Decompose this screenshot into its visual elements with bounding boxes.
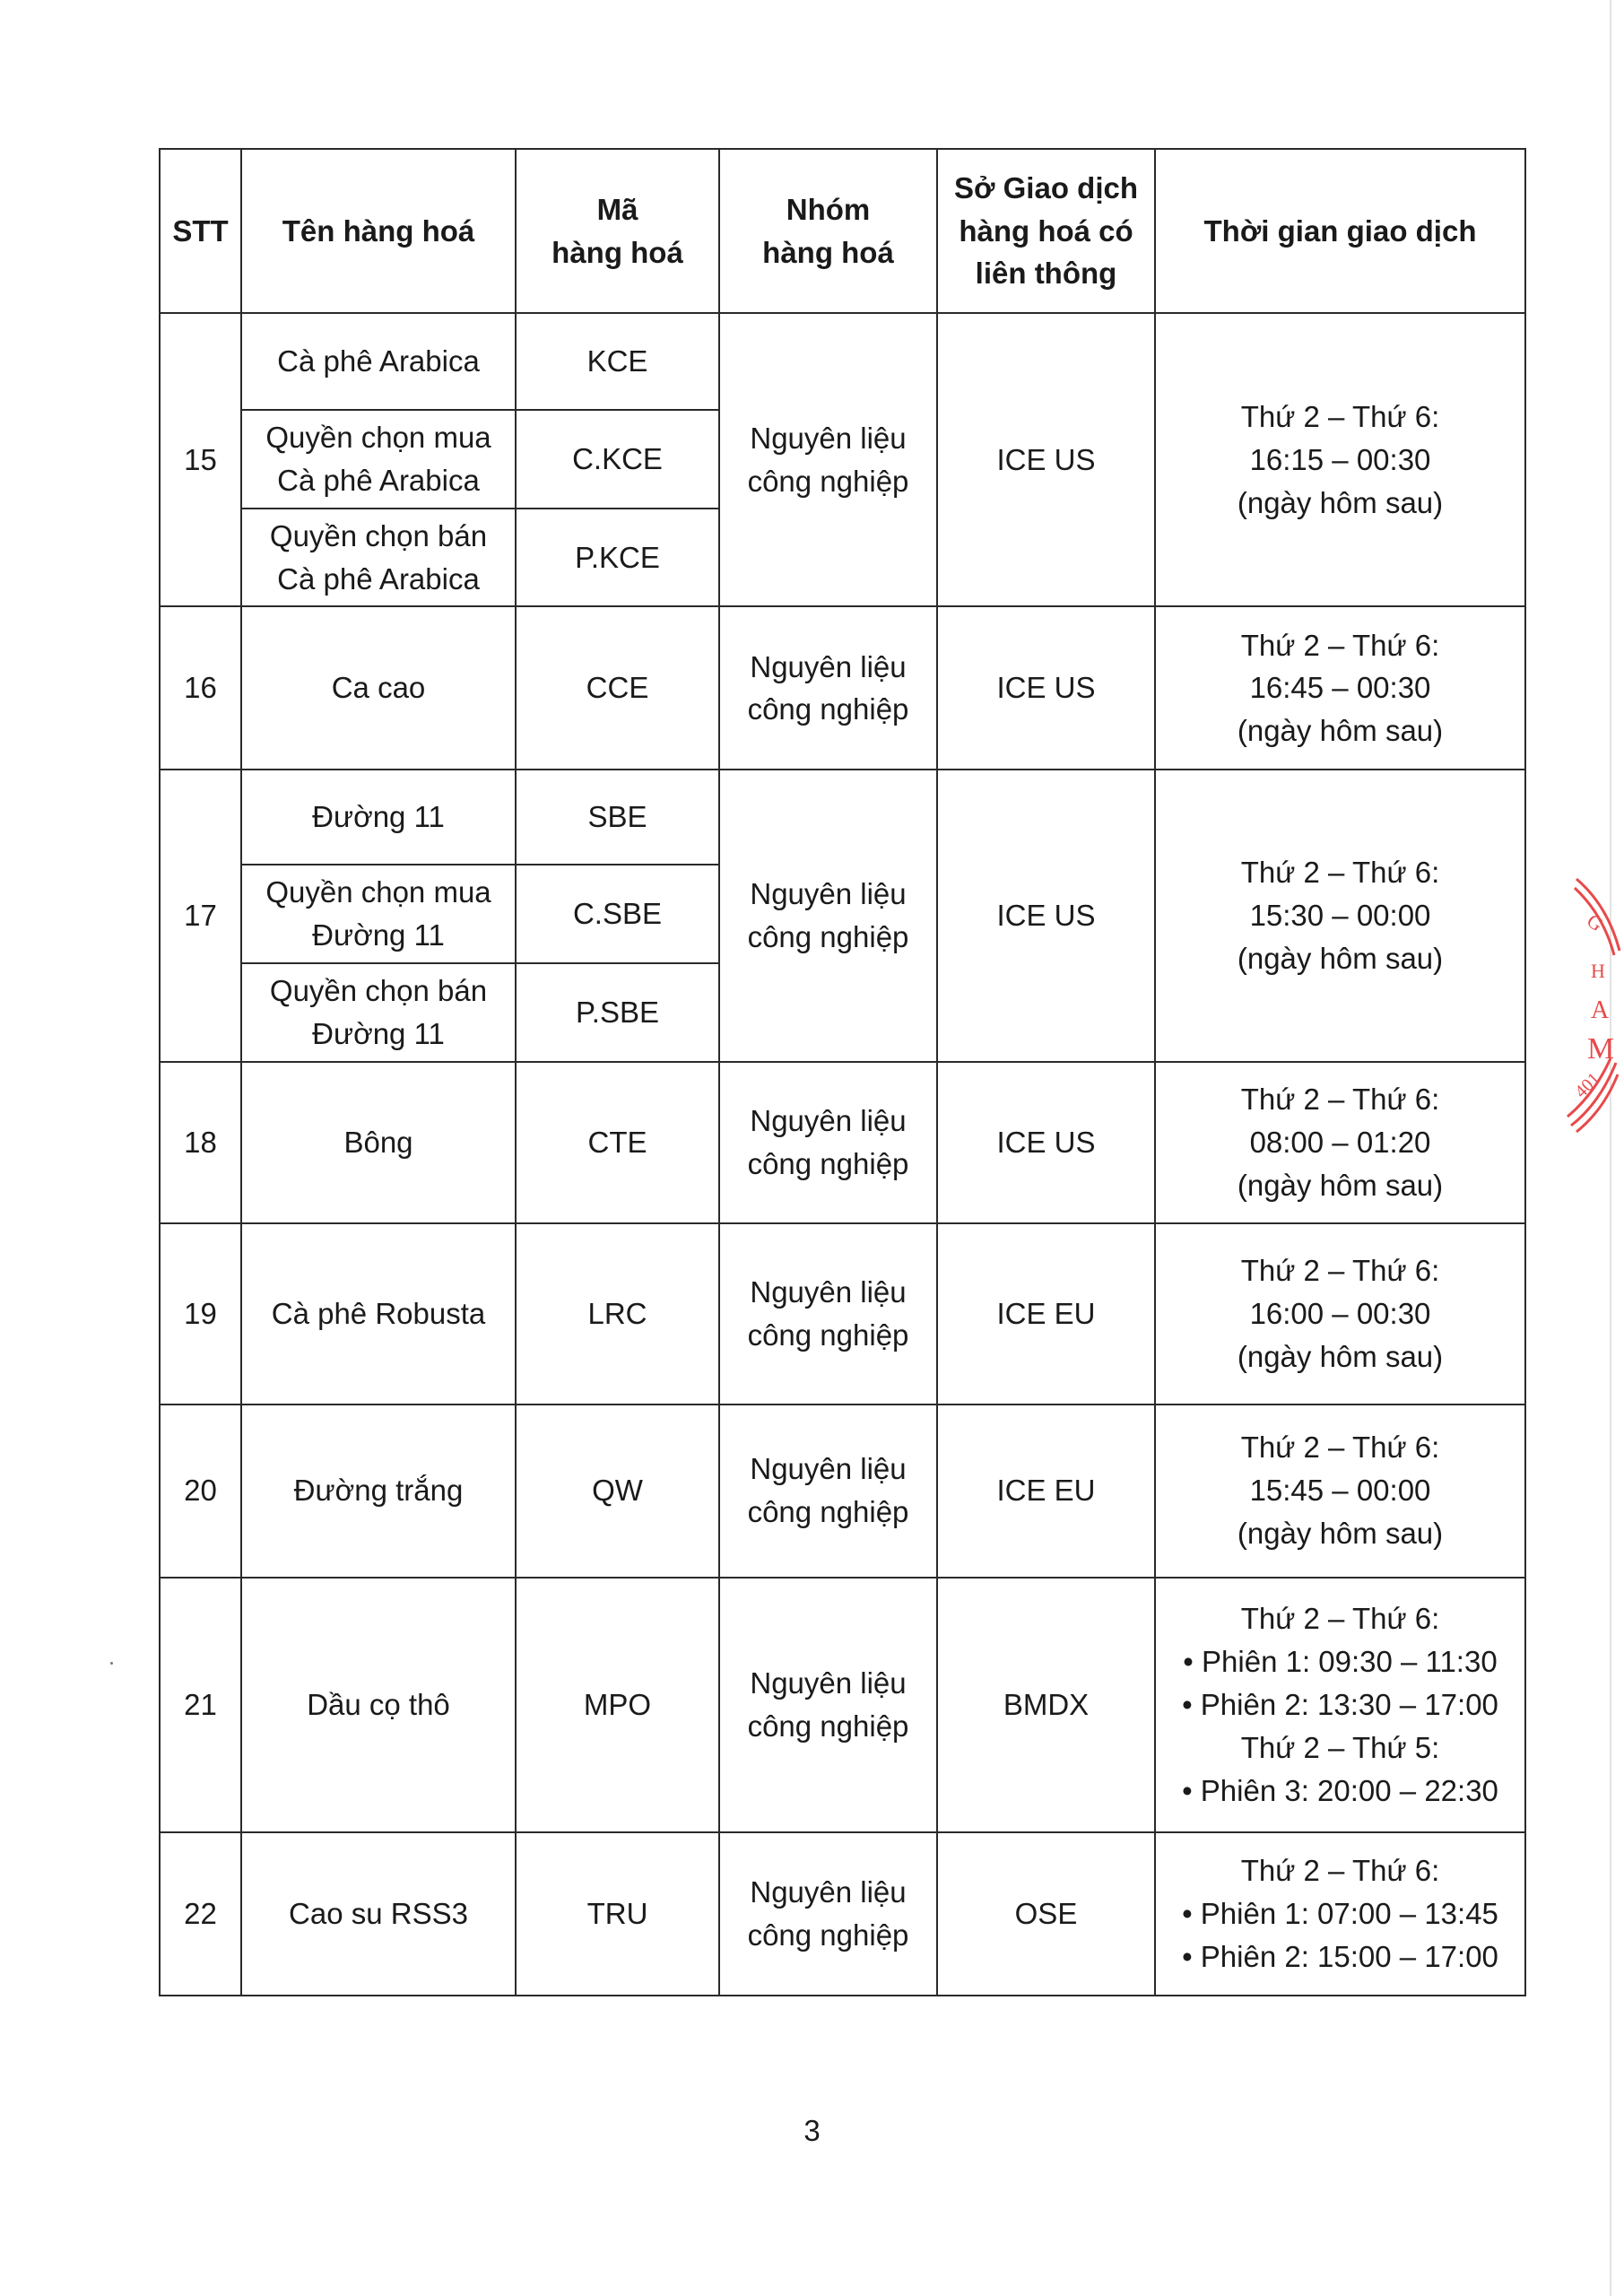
time-cell xyxy=(1155,1832,1525,1996)
time-line: 08:00 – 01:20 xyxy=(1249,1125,1431,1159)
name-cell xyxy=(241,1832,516,1996)
group-line: công nghiệp xyxy=(747,920,909,954)
seal-fragment: 401 xyxy=(1570,1068,1604,1102)
name-line: Quyền chọn bán xyxy=(269,518,488,552)
group-cell xyxy=(719,606,937,770)
time-cell xyxy=(1155,1578,1525,1832)
group-line: công nghiệp xyxy=(747,692,909,726)
time-line: • Phiên 1: 07:00 – 13:45 xyxy=(1182,1896,1498,1930)
time-line: (ngày hôm sau) xyxy=(1237,714,1444,748)
time-line: Thứ 2 – Thứ 6: xyxy=(1240,1253,1440,1287)
time-cell xyxy=(1155,1223,1525,1405)
name-line: Cà phê Arabica xyxy=(277,344,480,378)
code-cell: QW xyxy=(516,1405,719,1578)
header-group-line: hàng hoá xyxy=(762,235,894,269)
code-cell: C.KCE xyxy=(516,410,719,509)
stt-cell: 17 xyxy=(160,770,241,1061)
time-line: 16:15 – 00:30 xyxy=(1249,442,1431,476)
name-cell xyxy=(241,410,516,509)
exchange-cell: ICE EU xyxy=(937,1223,1155,1405)
name-cell xyxy=(241,770,516,865)
time-cell xyxy=(1155,313,1525,606)
time-line: (ngày hôm sau) xyxy=(1237,941,1444,975)
name-cell xyxy=(241,1405,516,1578)
name-cell xyxy=(241,865,516,963)
time-line: Thứ 2 – Thứ 6: xyxy=(1240,1082,1440,1116)
table-header-row xyxy=(160,149,1525,313)
seal-fragment: A xyxy=(1591,996,1610,1024)
time-line: Thứ 2 – Thứ 6: xyxy=(1240,628,1440,662)
header-exchange xyxy=(937,149,1155,313)
exchange-cell: OSE xyxy=(937,1832,1155,1996)
name-line: Ca cao xyxy=(331,671,426,705)
exchange-cell: BMDX xyxy=(937,1578,1155,1832)
time-line: (ngày hôm sau) xyxy=(1237,1517,1444,1551)
stt-cell: 22 xyxy=(160,1832,241,1996)
name-line: Quyền chọn mua xyxy=(265,421,491,454)
name-cell xyxy=(241,606,516,770)
exchange-cell: ICE US xyxy=(937,1062,1155,1223)
time-line: Thứ 2 – Thứ 6: xyxy=(1240,856,1440,890)
stt-cell: 15 xyxy=(160,313,241,606)
group-cell xyxy=(719,313,937,606)
exchange-cell: ICE US xyxy=(937,606,1155,770)
stt-cell: 16 xyxy=(160,606,241,770)
time-line: 15:30 – 00:00 xyxy=(1249,899,1431,933)
header-group-line: Nhóm xyxy=(786,192,871,226)
table-row xyxy=(160,1832,1525,1996)
scan-speck xyxy=(110,1662,113,1665)
group-cell xyxy=(719,1062,937,1223)
time-line: • Phiên 3: 20:00 – 22:30 xyxy=(1182,1773,1498,1807)
name-cell xyxy=(241,1578,516,1832)
time-line: Thứ 2 – Thứ 6: xyxy=(1240,1853,1440,1887)
name-line: Đường 11 xyxy=(312,800,445,834)
header-exchange-line: liên thông xyxy=(975,257,1117,291)
trading-schedule-table xyxy=(159,148,1526,1996)
time-line: 15:45 – 00:00 xyxy=(1249,1474,1431,1508)
time-line: 16:45 – 00:30 xyxy=(1249,671,1431,705)
code-cell: SBE xyxy=(516,770,719,865)
header-name: Tên hàng hoá xyxy=(241,149,516,313)
name-cell xyxy=(241,509,516,607)
header-time: Thời gian giao dịch xyxy=(1155,149,1525,313)
time-line: • Phiên 2: 13:30 – 17:00 xyxy=(1182,1687,1498,1721)
seal-fragment: M xyxy=(1587,1032,1615,1065)
stt-cell: 18 xyxy=(160,1062,241,1223)
time-cell xyxy=(1155,606,1525,770)
stt-cell: 19 xyxy=(160,1223,241,1405)
header-code xyxy=(516,149,719,313)
group-line: Nguyên liệu xyxy=(750,421,907,455)
page-edge xyxy=(1610,0,1611,2296)
time-line: 16:00 – 00:30 xyxy=(1249,1296,1431,1330)
exchange-cell: ICE US xyxy=(937,770,1155,1061)
group-cell xyxy=(719,1223,937,1405)
time-line: (ngày hôm sau) xyxy=(1237,1168,1444,1202)
stt-cell: 20 xyxy=(160,1405,241,1578)
code-cell: CCE xyxy=(516,606,719,770)
group-line: Nguyên liệu xyxy=(750,1452,907,1486)
time-line: Thứ 2 – Thứ 6: xyxy=(1240,1431,1440,1465)
group-line: Nguyên liệu xyxy=(750,877,907,911)
seal-fragment: G xyxy=(1583,909,1608,936)
name-cell xyxy=(241,963,516,1062)
name-line: Bông xyxy=(343,1125,413,1159)
name-line: Đường 11 xyxy=(312,918,445,952)
group-line: công nghiệp xyxy=(747,464,909,498)
name-line: Cà phê Robusta xyxy=(271,1296,486,1330)
name-line: Quyền chọn mua xyxy=(265,875,491,909)
code-cell: C.SBE xyxy=(516,865,719,963)
code-cell: MPO xyxy=(516,1578,719,1832)
page-number: 3 xyxy=(803,2114,821,2147)
group-cell xyxy=(719,770,937,1061)
time-line: (ngày hôm sau) xyxy=(1237,1339,1444,1373)
group-line: Nguyên liệu xyxy=(750,1665,907,1700)
time-line: • Phiên 2: 15:00 – 17:00 xyxy=(1182,1939,1498,1973)
table-row xyxy=(160,770,1525,865)
red-seal-stamp xyxy=(1559,852,1621,1148)
group-line: Nguyên liệu xyxy=(750,1274,907,1309)
code-cell: P.SBE xyxy=(516,963,719,1062)
name-line: Dầu cọ thô xyxy=(307,1687,450,1721)
time-line: • Phiên 1: 09:30 – 11:30 xyxy=(1183,1644,1498,1678)
stt-cell: 21 xyxy=(160,1578,241,1832)
table-row xyxy=(160,606,1525,770)
name-cell xyxy=(241,1062,516,1223)
header-code-line: Mã xyxy=(596,192,638,226)
name-line: Cà phê Arabica xyxy=(277,463,480,497)
group-cell xyxy=(719,1832,937,1996)
table-row xyxy=(160,1405,1525,1578)
code-cell: CTE xyxy=(516,1062,719,1223)
time-line: Thứ 2 – Thứ 6: xyxy=(1240,1602,1440,1636)
group-line: Nguyên liệu xyxy=(750,649,907,683)
name-line: Cao su RSS3 xyxy=(289,1896,468,1930)
exchange-cell: ICE US xyxy=(937,313,1155,606)
table-row xyxy=(160,1223,1525,1405)
header-group xyxy=(719,149,937,313)
code-cell: KCE xyxy=(516,313,719,410)
code-cell: LRC xyxy=(516,1223,719,1405)
group-line: công nghiệp xyxy=(747,1146,909,1180)
name-cell xyxy=(241,1223,516,1405)
group-line: công nghiệp xyxy=(747,1495,909,1529)
name-line: Cà phê Arabica xyxy=(277,561,480,596)
group-line: công nghiệp xyxy=(747,1709,909,1743)
seal-fragment: H xyxy=(1591,960,1605,982)
name-line: Đường trắng xyxy=(293,1474,464,1508)
table-row xyxy=(160,313,1525,410)
table-row xyxy=(160,1578,1525,1832)
header-stt: STT xyxy=(160,149,241,313)
table-row xyxy=(160,1062,1525,1223)
time-cell xyxy=(1155,770,1525,1061)
name-line: Đường 11 xyxy=(312,1016,445,1050)
name-cell xyxy=(241,313,516,410)
header-exchange-line: Sở Giao dịch xyxy=(954,170,1138,204)
code-cell: P.KCE xyxy=(516,509,719,607)
time-line: Thứ 2 – Thứ 5: xyxy=(1240,1730,1440,1764)
name-line: Quyền chọn bán xyxy=(269,974,488,1008)
code-cell: TRU xyxy=(516,1832,719,1996)
time-line: Thứ 2 – Thứ 6: xyxy=(1240,399,1440,433)
group-line: công nghiệp xyxy=(747,1918,909,1952)
group-line: công nghiệp xyxy=(747,1318,909,1352)
time-line: (ngày hôm sau) xyxy=(1237,485,1444,519)
time-cell xyxy=(1155,1405,1525,1578)
header-code-line: hàng hoá xyxy=(551,235,683,269)
group-line: Nguyên liệu xyxy=(750,1874,907,1909)
group-cell xyxy=(719,1405,937,1578)
exchange-cell: ICE EU xyxy=(937,1405,1155,1578)
header-exchange-line: hàng hoá có xyxy=(959,213,1133,248)
group-cell xyxy=(719,1578,937,1832)
group-line: Nguyên liệu xyxy=(750,1103,907,1137)
time-cell xyxy=(1155,1062,1525,1223)
